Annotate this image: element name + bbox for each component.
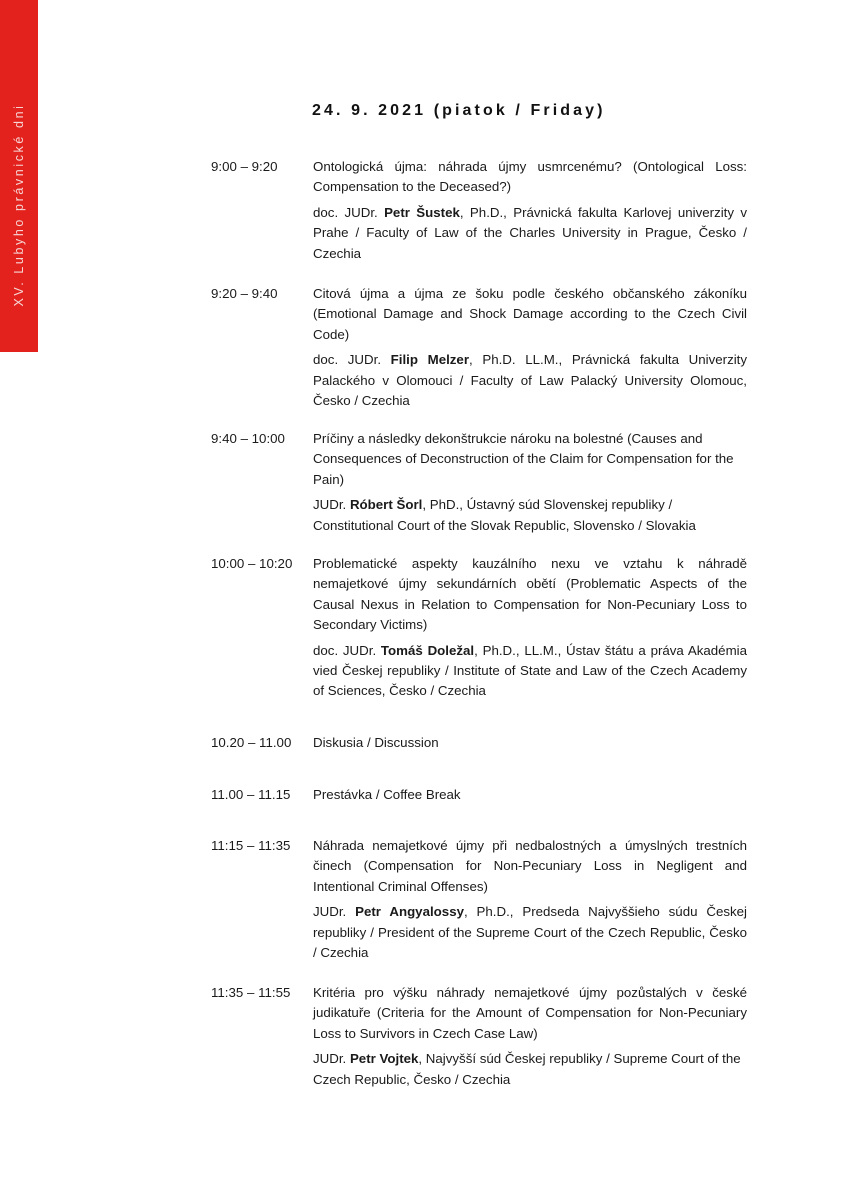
- schedule-entry: [211, 284, 747, 411]
- entry-speaker: [313, 902, 747, 963]
- speaker-title: JUDr.: [313, 904, 356, 920]
- entry-time: 11:15 – 11:35: [211, 838, 291, 853]
- entry-time: 11:35 – 11:55: [211, 985, 291, 1000]
- entry-title: Problematické aspekty kauzálního nexu ve vztahu k náhradě nemajetkové újmy sekundárních obětí (Problematic Aspects of the Causal Nexus in Relation to Compensation for Non-Pecuniary Loss to Secondary Victims): [313, 556, 747, 633]
- entry-time: 10:00 – 10:20: [211, 556, 293, 571]
- entry-title: Diskusia / Discussion: [313, 735, 439, 750]
- entry-title: Náhrada nemajetkové újmy při nedbalostných a úmyslných trestních činech (Compensation for Non-Pecuniary Loss in Negligent and Intentional Criminal Offenses): [313, 838, 747, 894]
- entry-title: Ontologická újma: náhrada újmy usmrcenému? (Ontological Loss: Compensation to the Deceased?): [313, 159, 747, 195]
- schedule-entry: [211, 733, 747, 753]
- speaker-title: JUDr.: [313, 497, 350, 513]
- entry-title: Kritéria pro výšku náhrady nemajetkové újmy pozůstalých v české judikatuře (Criteria for the Amount of Compensation for Non-Pecuniary Loss to Survivors in Czech Case Law): [313, 985, 747, 1041]
- speaker-title: doc. JUDr.: [313, 352, 391, 368]
- entry-title: Prestávka / Coffee Break: [313, 787, 461, 802]
- speaker-name: Petr Angyalossy: [355, 904, 464, 920]
- entry-title: Citová újma a újma ze šoku podle českého občanského zákoníku (Emotional Damage and Shock Damage according to the Czech Civil Code): [313, 286, 747, 342]
- schedule-entry: [211, 836, 747, 963]
- entry-title: Príčiny a následky dekonštrukcie nároku na bolestné (Causes and Consequences of Deconstruction of the Claim for Compensation for the Pain): [313, 431, 734, 487]
- speaker-affiliation: , PhD., Ústavný súd Slovenskej republiky / Constitutional Court of the Slovak Republic, Slovensko / Slovakia: [313, 497, 696, 533]
- entry-speaker: [313, 1049, 747, 1090]
- entry-speaker: [313, 641, 747, 702]
- entry-time: 9:40 – 10:00: [211, 431, 285, 446]
- schedule-entry: [211, 554, 747, 702]
- speaker-affiliation: , Ph.D., LL.M., Ústav štátu a práva Akadémia vied Českej republiky / Institute of State and Law of the Czech Academy of Sciences, Česko / Czechia: [313, 642, 747, 699]
- entry-time: 9:00 – 9:20: [211, 159, 278, 174]
- schedule-entry: [211, 429, 747, 536]
- entry-speaker: [313, 203, 747, 264]
- schedule-entry: [211, 785, 747, 805]
- speaker-name: Tomáš Doležal: [380, 642, 475, 658]
- entry-speaker: [313, 350, 747, 411]
- speaker-title: doc. JUDr.: [313, 642, 381, 658]
- entry-speaker: [313, 495, 747, 536]
- speaker-name: Filip Melzer: [390, 352, 470, 368]
- sidebar-red-bar: [0, 0, 38, 352]
- schedule-entry: [211, 157, 747, 264]
- sidebar-event-name: XV. Lubyho právnické dni: [12, 103, 26, 307]
- entry-time: 11.00 – 11.15: [211, 787, 291, 802]
- speaker-title: doc. JUDr.: [313, 204, 385, 220]
- page-title: 24. 9. 2021 (piatok / Friday): [312, 102, 606, 119]
- speaker-affiliation: , Ph.D., Predseda Najvyššieho súdu Českej republiky / President of the Supreme Court of the Czech Republic, Česko / Czechia: [313, 904, 747, 961]
- speaker-name: Petr Vojtek: [349, 1051, 419, 1067]
- speaker-name: Petr Šustek: [384, 204, 460, 220]
- speaker-affiliation: , Najvyšší súd Českej republiky / Supreme Court of the Czech Republic, Česko / Czechia: [313, 1051, 741, 1087]
- speaker-title: JUDr.: [313, 1051, 350, 1067]
- entry-time: 9:20 – 9:40: [211, 286, 278, 301]
- entry-time: 10.20 – 11.00: [211, 735, 292, 750]
- speaker-affiliation: , Ph.D. LL.M., Právnická fakulta Univerzity Palackého v Olomouci / Faculty of Law Palacký University Olomouc, Česko / Czechia: [313, 352, 748, 409]
- speaker-name: Róbert Šorl: [349, 497, 423, 513]
- speaker-affiliation: , Ph.D., Právnická fakulta Karlovej univerzity v Prahe / Faculty of Law of the Charles University in Prague, Česko / Czechia: [313, 204, 748, 261]
- schedule-entry: [211, 983, 747, 1090]
